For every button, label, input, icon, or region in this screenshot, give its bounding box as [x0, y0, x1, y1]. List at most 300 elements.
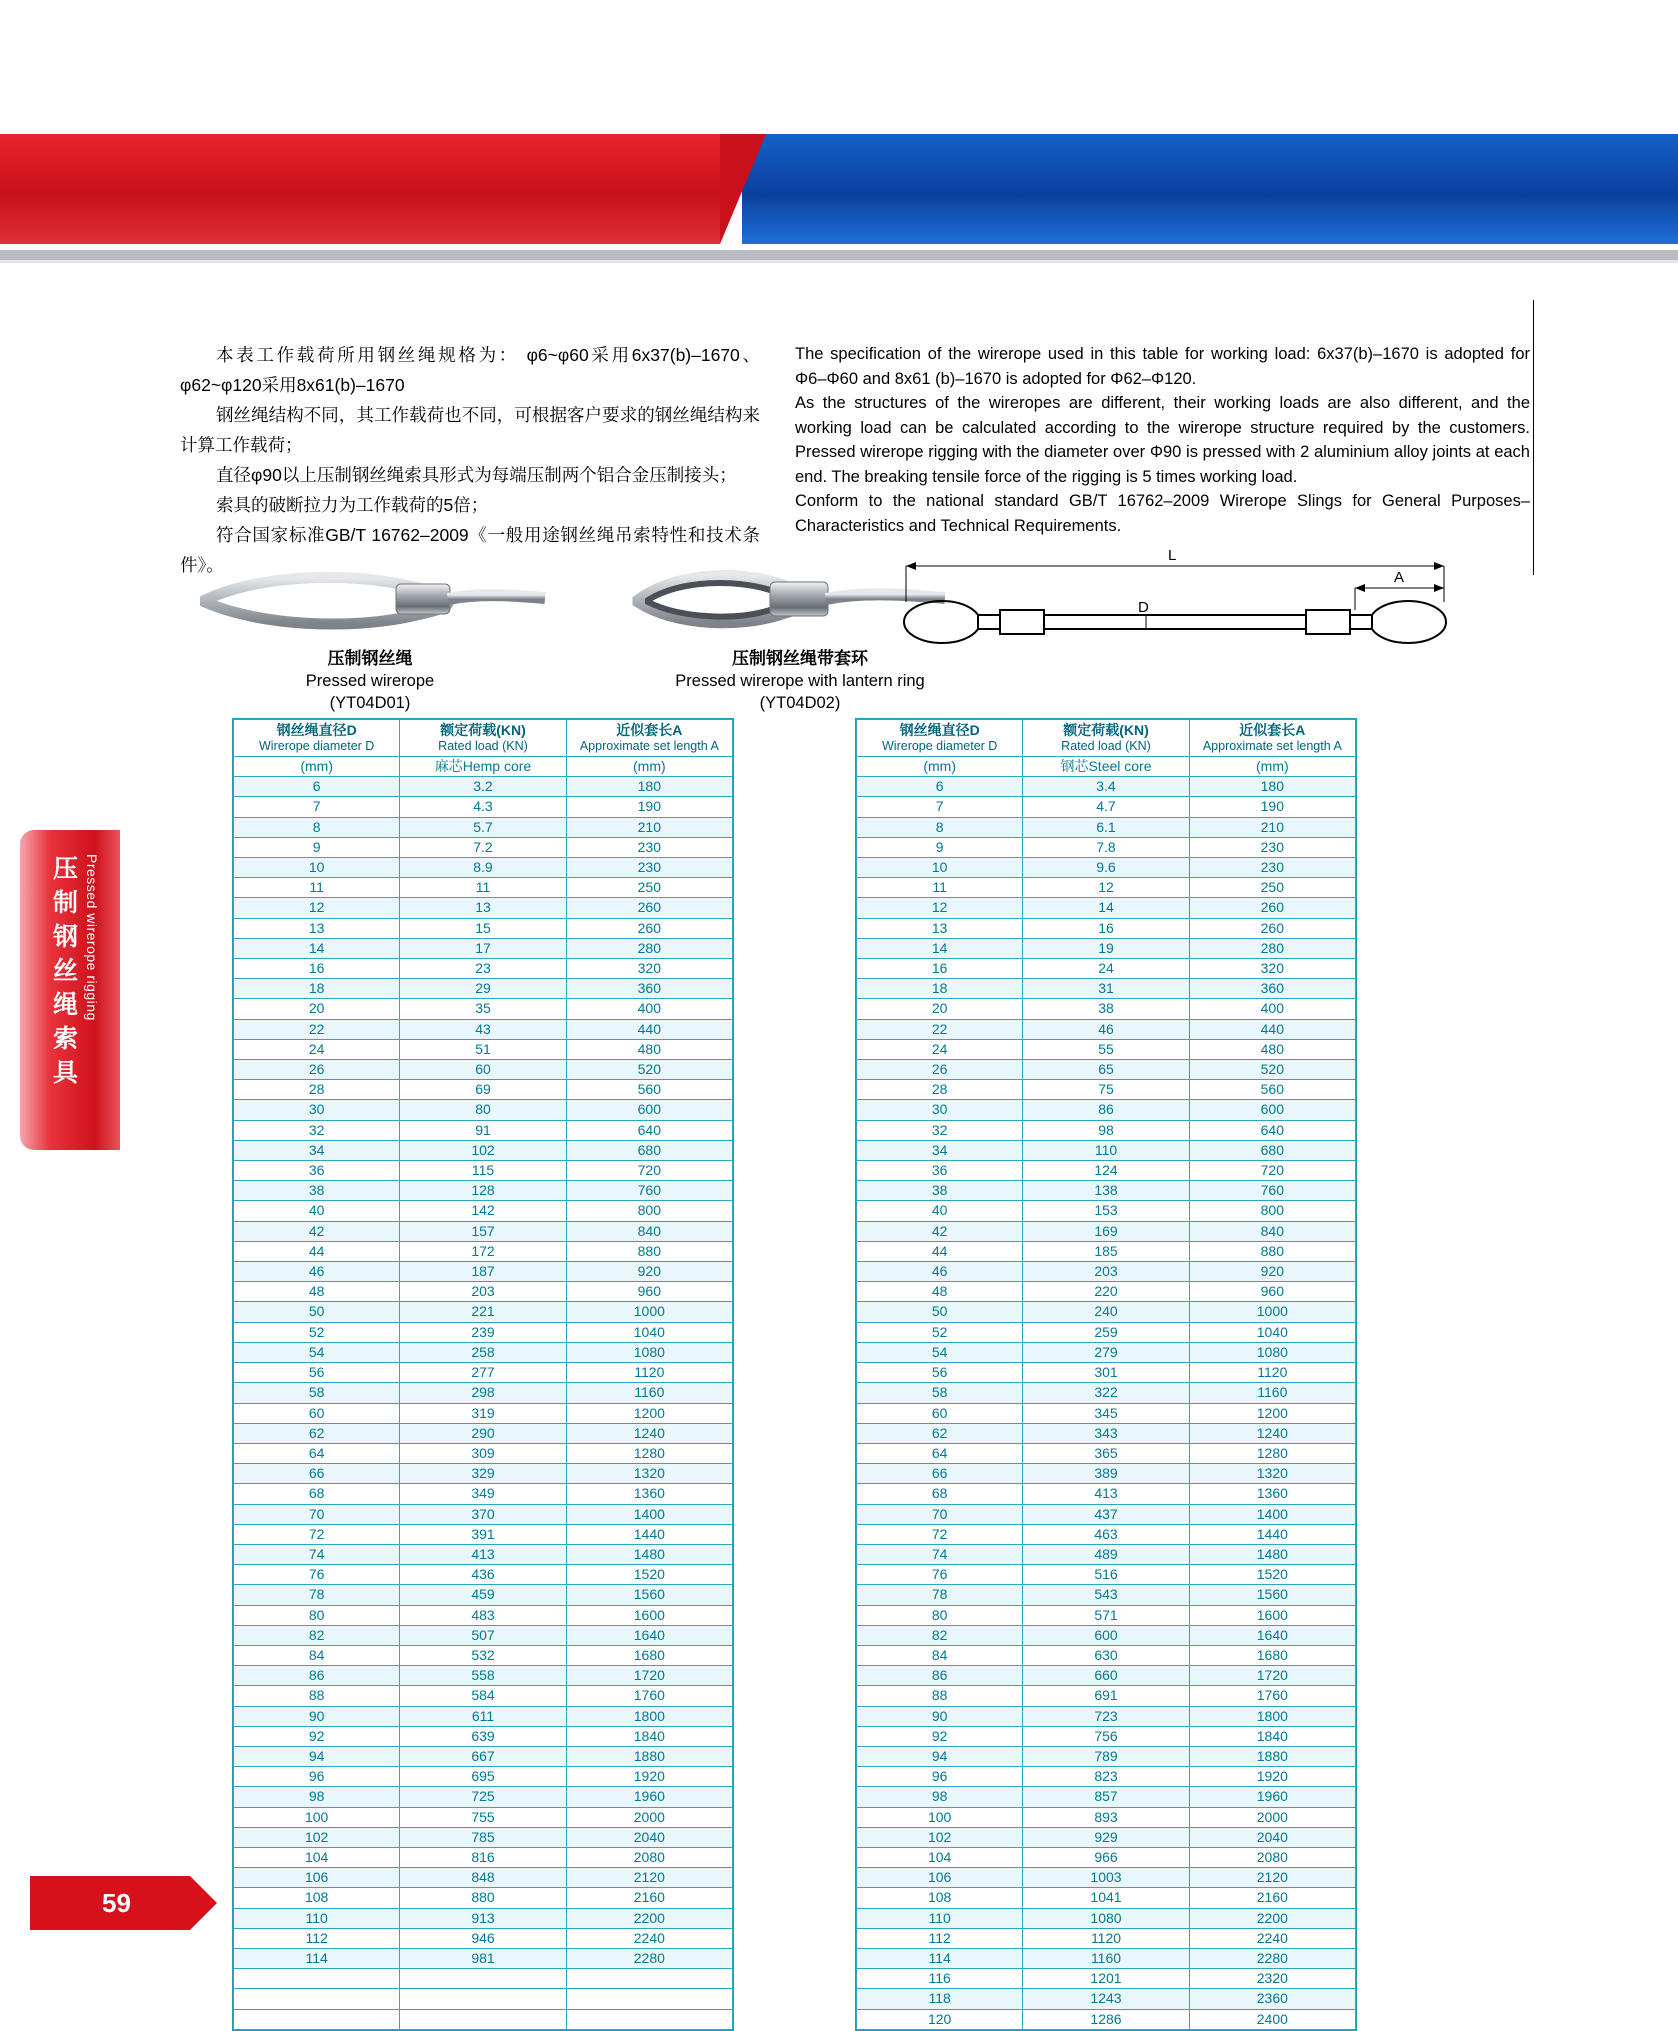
- table-row: [234, 1746, 733, 1766]
- table-row: [857, 1686, 1356, 1706]
- cell-rated-load: 1160: [1023, 1948, 1189, 1968]
- cell-set-length: 320: [1189, 959, 1355, 979]
- table-row: [234, 1262, 733, 1282]
- table-row: [857, 1787, 1356, 1807]
- cell-rated-load: 115: [400, 1161, 566, 1181]
- cell-diameter: 82: [234, 1625, 400, 1645]
- cell-diameter: 22: [857, 1019, 1023, 1039]
- cell-diameter: 34: [234, 1140, 400, 1160]
- svg-text:D: D: [1138, 599, 1149, 616]
- cell-rated-load: 1041: [1023, 1888, 1189, 1908]
- unit-set-length: (mm): [1189, 757, 1355, 777]
- cell-rated-load: 153: [1023, 1201, 1189, 1221]
- cell-rated-load: 60: [400, 1060, 566, 1080]
- table-row: [234, 1585, 733, 1605]
- table-row: [234, 1827, 733, 1847]
- cell-diameter: 90: [234, 1706, 400, 1726]
- cell-diameter: 98: [857, 1787, 1023, 1807]
- cell-set-length: 180: [566, 777, 732, 797]
- table-row: [234, 1504, 733, 1524]
- table-row: [857, 1827, 1356, 1847]
- table-row: [857, 1019, 1356, 1039]
- cell-diameter: 58: [857, 1383, 1023, 1403]
- cell-rated-load: 5.7: [400, 817, 566, 837]
- table-row: [234, 1524, 733, 1544]
- cell-set-length: 1480: [566, 1544, 732, 1564]
- cell-set-length: 1680: [1189, 1645, 1355, 1665]
- cell-set-length: 1600: [566, 1605, 732, 1625]
- table-row: [857, 999, 1356, 1019]
- figure-2-code: (YT04D02): [759, 694, 841, 712]
- cell-diameter: 38: [857, 1181, 1023, 1201]
- cell-set-length: 480: [1189, 1039, 1355, 1059]
- page-number-banner: [30, 1876, 190, 1930]
- cell-set-length: 2400: [1189, 2009, 1355, 2029]
- cell-diameter: 102: [234, 1827, 400, 1847]
- figure-pressed-wirerope-image: [200, 560, 550, 640]
- cell-rated-load: 13: [400, 898, 566, 918]
- table-row: [234, 1706, 733, 1726]
- cell-set-length: 2120: [1189, 1868, 1355, 1888]
- intro-text-chinese: [180, 340, 760, 580]
- cell-rated-load: 3.4: [1023, 777, 1189, 797]
- header-red-band: [0, 134, 720, 244]
- header-blue-band: [690, 134, 1678, 244]
- cell-set-length: 2000: [1189, 1807, 1355, 1827]
- cell-rated-load: 298: [400, 1383, 566, 1403]
- cell-set-length: 1280: [1189, 1443, 1355, 1463]
- cell-rated-load: 240: [1023, 1302, 1189, 1322]
- table-row: [234, 858, 733, 878]
- cell-rated-load: 128: [400, 1181, 566, 1201]
- cell-diameter: 100: [857, 1807, 1023, 1827]
- table-row: [234, 1605, 733, 1625]
- cell-diameter: 108: [234, 1888, 400, 1908]
- cell-diameter: 68: [857, 1484, 1023, 1504]
- cell-diameter: 38: [234, 1181, 400, 1201]
- cell-diameter: 120: [857, 2009, 1023, 2029]
- col-header-rated-load-cn: 额定荷载(KN): [440, 722, 526, 738]
- page-number: 59: [102, 1888, 131, 1918]
- cell-rated-load: 258: [400, 1342, 566, 1362]
- cell-set-length: 760: [1189, 1181, 1355, 1201]
- cell-set-length: 520: [566, 1060, 732, 1080]
- table-row: [234, 1868, 733, 1888]
- cell-set-length: 1880: [1189, 1746, 1355, 1766]
- cell-set-length: 440: [1189, 1019, 1355, 1039]
- cell-set-length: 1360: [1189, 1484, 1355, 1504]
- cell-diameter: 13: [857, 918, 1023, 938]
- intro-cn-p4: 索具的破断拉力为工作载荷的5倍；: [216, 495, 489, 515]
- cell-rated-load: 516: [1023, 1565, 1189, 1585]
- table-row: [857, 1484, 1356, 1504]
- cell-rated-load: 239: [400, 1322, 566, 1342]
- cell-rated-load: 259: [1023, 1322, 1189, 1342]
- table-row: [857, 1645, 1356, 1665]
- cell-diameter: 22: [234, 1019, 400, 1039]
- cell-rated-load: 611: [400, 1706, 566, 1726]
- cell-set-length: 360: [1189, 979, 1355, 999]
- cell-set-length: 230: [1189, 837, 1355, 857]
- cell-set-length: 2280: [566, 1948, 732, 1968]
- cell-diameter: 76: [857, 1565, 1023, 1585]
- table-row: [234, 797, 733, 817]
- cell-set-length: 1560: [1189, 1585, 1355, 1605]
- table-row: [234, 898, 733, 918]
- cell-set-length: 2120: [566, 1868, 732, 1888]
- cell-set-length: 1920: [566, 1767, 732, 1787]
- cell-rated-load: 86: [1023, 1100, 1189, 1120]
- cell-rated-load: 929: [1023, 1827, 1189, 1847]
- cell-set-length: 1200: [1189, 1403, 1355, 1423]
- cell-rated-load: 142: [400, 1201, 566, 1221]
- cell-rated-load: 789: [1023, 1746, 1189, 1766]
- cell-rated-load: 185: [1023, 1241, 1189, 1261]
- cell-rated-load: 322: [1023, 1383, 1189, 1403]
- table-row: [857, 858, 1356, 878]
- cell-set-length: 230: [566, 858, 732, 878]
- cell-rated-load: 823: [1023, 1767, 1189, 1787]
- table-row: [857, 1120, 1356, 1140]
- cell-set-length: 1080: [566, 1342, 732, 1362]
- cell-rated-load: 946: [400, 1928, 566, 1948]
- cell-set-length: 2360: [1189, 1989, 1355, 2009]
- table-row-empty: [234, 1969, 733, 1989]
- cell-set-length: 1520: [566, 1565, 732, 1585]
- table-row: [857, 979, 1356, 999]
- cell-rated-load: 110: [1023, 1140, 1189, 1160]
- cell-rated-load: 981: [400, 1948, 566, 1968]
- col-header-diameter: [234, 720, 400, 757]
- table-row: [857, 817, 1356, 837]
- cell-set-length: 560: [566, 1080, 732, 1100]
- cell-set-length: 260: [1189, 898, 1355, 918]
- table-row: [857, 1363, 1356, 1383]
- cell-rated-load: 4.7: [1023, 797, 1189, 817]
- cell-rated-load: 343: [1023, 1423, 1189, 1443]
- cell-rated-load: 391: [400, 1524, 566, 1544]
- cell-diameter: 110: [857, 1908, 1023, 1928]
- cell-rated-load: 220: [1023, 1282, 1189, 1302]
- cell-set-length: 1880: [566, 1746, 732, 1766]
- table-row: [234, 1565, 733, 1585]
- cell-set-length: 1840: [1189, 1726, 1355, 1746]
- cell-set-length: 1120: [566, 1363, 732, 1383]
- cell-rated-load: 532: [400, 1645, 566, 1665]
- cell-rated-load: 55: [1023, 1039, 1189, 1059]
- table-unit-row: [234, 757, 733, 777]
- table-row: [234, 1464, 733, 1484]
- table-row: [857, 1080, 1356, 1100]
- table-row: [234, 1201, 733, 1221]
- cell-diameter: 24: [857, 1039, 1023, 1059]
- cell-diameter: 48: [234, 1282, 400, 1302]
- cell-diameter: 66: [857, 1464, 1023, 1484]
- cell-diameter: 94: [857, 1746, 1023, 1766]
- cell-set-length: 190: [1189, 797, 1355, 817]
- cell-diameter: 68: [234, 1484, 400, 1504]
- cell-rated-load: 413: [1023, 1484, 1189, 1504]
- cell-rated-load: 639: [400, 1726, 566, 1746]
- cell-set-length: 600: [566, 1100, 732, 1120]
- cell-rated-load: 11: [400, 878, 566, 898]
- cell-set-length: 1320: [566, 1464, 732, 1484]
- cell-diameter: 72: [857, 1524, 1023, 1544]
- table-row: [857, 1969, 1356, 1989]
- cell-rated-load: 23: [400, 959, 566, 979]
- cell-diameter: 78: [857, 1585, 1023, 1605]
- cell-rated-load: 913: [400, 1908, 566, 1928]
- cell-rated-load: 966: [1023, 1847, 1189, 1867]
- cell-diameter: 92: [857, 1726, 1023, 1746]
- cell-rated-load: 80: [400, 1100, 566, 1120]
- col-header-diameter-cn: 钢丝绳直径D: [276, 722, 357, 738]
- cell-set-length: 1440: [1189, 1524, 1355, 1544]
- cell-set-length: 230: [566, 837, 732, 857]
- table-row: [234, 938, 733, 958]
- col-header-diameter-en: Wirerope diameter D: [882, 739, 998, 753]
- cell-rated-load: 365: [1023, 1443, 1189, 1463]
- cell-rated-load: 1201: [1023, 1969, 1189, 1989]
- cell-set-length: 1360: [566, 1484, 732, 1504]
- cell-diameter: 40: [234, 1201, 400, 1221]
- cell-set-length: 920: [566, 1262, 732, 1282]
- cell-set-length: 1680: [566, 1645, 732, 1665]
- table-row: [234, 1645, 733, 1665]
- cell-rated-load: 138: [1023, 1181, 1189, 1201]
- cell-rated-load: 4.3: [400, 797, 566, 817]
- cell-rated-load: 102: [400, 1140, 566, 1160]
- table-row: [857, 1221, 1356, 1241]
- cell-diameter: 82: [857, 1625, 1023, 1645]
- table-row: [857, 1928, 1356, 1948]
- cell-diameter: 11: [857, 878, 1023, 898]
- table-row: [234, 1039, 733, 1059]
- table-row: [857, 1322, 1356, 1342]
- cell-diameter: 74: [234, 1544, 400, 1564]
- cell-diameter: 96: [857, 1767, 1023, 1787]
- table-row: [234, 959, 733, 979]
- table-row: [234, 1383, 733, 1403]
- cell-set-length: 600: [1189, 1100, 1355, 1120]
- col-header-rated-load-en: Rated load (KN): [1061, 739, 1151, 753]
- cell-rated-load: [400, 1969, 566, 1989]
- cell-set-length: 1640: [566, 1625, 732, 1645]
- cell-set-length: 1960: [566, 1787, 732, 1807]
- cell-diameter: 18: [857, 979, 1023, 999]
- cell-rated-load: 725: [400, 1787, 566, 1807]
- cell-diameter: 52: [857, 1322, 1023, 1342]
- unit-set-length: (mm): [566, 757, 732, 777]
- cell-rated-load: 695: [400, 1767, 566, 1787]
- table-row: [857, 1504, 1356, 1524]
- cell-set-length: 1240: [566, 1423, 732, 1443]
- cell-rated-load: 483: [400, 1605, 566, 1625]
- cell-rated-load: 436: [400, 1565, 566, 1585]
- cell-rated-load: 38: [1023, 999, 1189, 1019]
- table-row: [857, 1181, 1356, 1201]
- side-tab-label-en: Pressed wirerope rigging: [84, 854, 100, 1021]
- cell-rated-load: 848: [400, 1868, 566, 1888]
- cell-diameter: 108: [857, 1888, 1023, 1908]
- cell-set-length: 180: [1189, 777, 1355, 797]
- table-row: [857, 1767, 1356, 1787]
- cell-set-length: 1600: [1189, 1605, 1355, 1625]
- cell-diameter: 102: [857, 1827, 1023, 1847]
- cell-diameter: 30: [857, 1100, 1023, 1120]
- cell-diameter: 64: [234, 1443, 400, 1463]
- table-row: [234, 1161, 733, 1181]
- table-hemp-core: [233, 719, 733, 2030]
- cell-diameter: 54: [234, 1342, 400, 1362]
- cell-diameter: 110: [234, 1908, 400, 1928]
- cell-rated-load: 345: [1023, 1403, 1189, 1423]
- cell-set-length: 880: [1189, 1241, 1355, 1261]
- table-row: [857, 1100, 1356, 1120]
- table-row: [234, 1686, 733, 1706]
- cell-diameter: 116: [857, 1969, 1023, 1989]
- cell-set-length: 720: [566, 1161, 732, 1181]
- table-row: [857, 1039, 1356, 1059]
- cell-rated-load: 691: [1023, 1686, 1189, 1706]
- table-row: [857, 1726, 1356, 1746]
- table-row: [234, 1928, 733, 1948]
- cell-rated-load: 489: [1023, 1544, 1189, 1564]
- cell-diameter: 26: [857, 1060, 1023, 1080]
- cell-set-length: 640: [566, 1120, 732, 1140]
- table-row: [234, 1888, 733, 1908]
- cell-diameter: 30: [234, 1100, 400, 1120]
- table-body: [234, 777, 733, 2030]
- sling-dimension-diagram: [900, 540, 1450, 670]
- cell-rated-load: 857: [1023, 1787, 1189, 1807]
- cell-diameter: 26: [234, 1060, 400, 1080]
- col-header-rated-load: [1023, 720, 1189, 757]
- cell-set-length: 280: [1189, 938, 1355, 958]
- cell-diameter: 66: [234, 1464, 400, 1484]
- cell-diameter: 92: [234, 1726, 400, 1746]
- table-row-empty: [234, 2009, 733, 2029]
- cell-rated-load: 7.8: [1023, 837, 1189, 857]
- header-divider-rule: [0, 250, 1678, 260]
- cell-diameter: 84: [857, 1645, 1023, 1665]
- cell-rated-load: 277: [400, 1363, 566, 1383]
- cell-set-length: 1720: [566, 1666, 732, 1686]
- cell-rated-load: 98: [1023, 1120, 1189, 1140]
- cell-set-length: 1800: [566, 1706, 732, 1726]
- table-row: [857, 2009, 1356, 2029]
- table-row: [857, 1403, 1356, 1423]
- cell-diameter: 8: [857, 817, 1023, 837]
- col-header-set-length-en: Approximate set length A: [1202, 739, 1342, 753]
- cell-rated-load: 1286: [1023, 2009, 1189, 2029]
- table-row: [857, 1383, 1356, 1403]
- cell-rated-load: 667: [400, 1746, 566, 1766]
- cell-set-length: 250: [566, 878, 732, 898]
- cell-diameter: 7: [857, 797, 1023, 817]
- table-row: [234, 1403, 733, 1423]
- col-header-set-length-cn: 近似套长A: [616, 722, 683, 738]
- table-header-row: [234, 720, 733, 757]
- cell-set-length: [566, 1989, 732, 2009]
- hemp-core-spec-table: [232, 718, 734, 2031]
- col-header-rated-load-en: Rated load (KN): [438, 739, 528, 753]
- cell-set-length: 2000: [566, 1807, 732, 1827]
- cell-diameter: 62: [234, 1423, 400, 1443]
- cell-rated-load: 35: [400, 999, 566, 1019]
- cell-diameter: 36: [234, 1161, 400, 1181]
- cell-set-length: 1840: [566, 1726, 732, 1746]
- cell-diameter: 80: [234, 1605, 400, 1625]
- cell-rated-load: 571: [1023, 1605, 1189, 1625]
- table-row: [857, 1706, 1356, 1726]
- figure-2-caption-en: Pressed wirerope with lantern ring: [675, 672, 925, 690]
- cell-set-length: 400: [1189, 999, 1355, 1019]
- cell-set-length: 260: [566, 918, 732, 938]
- figure-1-code: (YT04D01): [329, 694, 411, 712]
- cell-diameter: 44: [234, 1241, 400, 1261]
- cell-rated-load: 584: [400, 1686, 566, 1706]
- cell-diameter: [234, 1969, 400, 1989]
- figure-1-caption-cn: 压制钢丝绳: [327, 649, 413, 668]
- cell-rated-load: 187: [400, 1262, 566, 1282]
- cell-set-length: 880: [566, 1241, 732, 1261]
- cell-set-length: 1000: [1189, 1302, 1355, 1322]
- cell-diameter: 86: [857, 1666, 1023, 1686]
- cell-diameter: 54: [857, 1342, 1023, 1362]
- cell-set-length: 680: [1189, 1140, 1355, 1160]
- table-row: [234, 918, 733, 938]
- cell-set-length: 1040: [1189, 1322, 1355, 1342]
- cell-set-length: 210: [1189, 817, 1355, 837]
- cell-rated-load: 600: [1023, 1625, 1189, 1645]
- table-row: [857, 1666, 1356, 1686]
- cell-diameter: 9: [234, 837, 400, 857]
- cell-diameter: 36: [857, 1161, 1023, 1181]
- cell-set-length: 680: [566, 1140, 732, 1160]
- cell-diameter: 14: [857, 938, 1023, 958]
- cell-diameter: 84: [234, 1645, 400, 1665]
- cell-set-length: 760: [566, 1181, 732, 1201]
- cell-set-length: 640: [1189, 1120, 1355, 1140]
- cell-set-length: 720: [1189, 1161, 1355, 1181]
- cell-rated-load: 17: [400, 938, 566, 958]
- table-row: [857, 1423, 1356, 1443]
- cell-set-length: 1480: [1189, 1544, 1355, 1564]
- cell-set-length: 1760: [566, 1686, 732, 1706]
- cell-set-length: 250: [1189, 878, 1355, 898]
- table-row: [234, 1120, 733, 1140]
- cell-set-length: [566, 1969, 732, 1989]
- table-row: [234, 1080, 733, 1100]
- cell-rated-load: 15: [400, 918, 566, 938]
- cell-rated-load: 46: [1023, 1019, 1189, 1039]
- cell-set-length: 960: [566, 1282, 732, 1302]
- cell-diameter: 32: [234, 1120, 400, 1140]
- cell-rated-load: 413: [400, 1544, 566, 1564]
- cell-rated-load: 172: [400, 1241, 566, 1261]
- cell-diameter: 114: [857, 1948, 1023, 1968]
- cell-diameter: 64: [857, 1443, 1023, 1463]
- table-row: [234, 1019, 733, 1039]
- cell-rated-load: 14: [1023, 898, 1189, 918]
- table-row: [857, 1282, 1356, 1302]
- table-row: [857, 1241, 1356, 1261]
- cell-diameter: 10: [857, 858, 1023, 878]
- cell-diameter: [234, 1989, 400, 2009]
- table-header-row: [857, 720, 1356, 757]
- cell-set-length: 2080: [1189, 1847, 1355, 1867]
